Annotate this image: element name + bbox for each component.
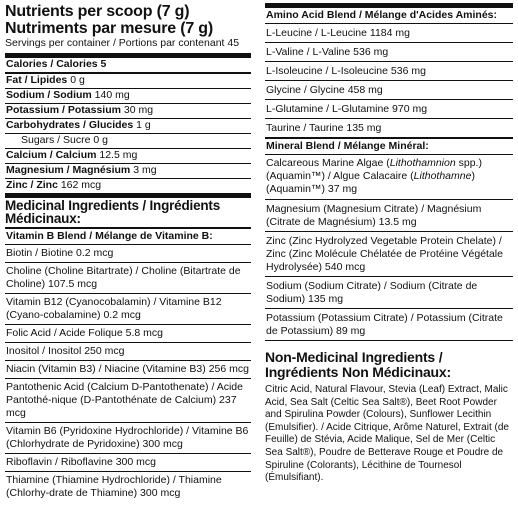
list-item: Taurine / Taurine 135 mg bbox=[266, 121, 382, 134]
sodium-row bbox=[5, 89, 251, 104]
list-item: Sodium (Sodium Citrate) / Sodium (Citrate de Sodium) 135 mg bbox=[265, 277, 513, 309]
calories-row: Calories / Calories 5 bbox=[5, 58, 251, 74]
list-item: Riboflavin / Riboflavine 300 mcg bbox=[5, 454, 251, 472]
title-fr: Nutriments par mesure (7 g) bbox=[5, 20, 213, 37]
calcium-value: 12.5 mg bbox=[99, 149, 138, 161]
list-item: Glycine / Glycine 458 mg bbox=[265, 81, 513, 100]
nutrition-facts-panel bbox=[5, 3, 251, 502]
list-item: L-Valine / L-Valine 536 mg bbox=[265, 43, 513, 62]
list-item: Inositol / Inositol 250 mcg bbox=[5, 343, 251, 361]
ingredients-panel bbox=[265, 3, 513, 485]
non-medicinal-ingredients-title: Non-Medicinal Ingredients / Ingrédients Non Médicinaux: bbox=[265, 349, 451, 380]
mineral-list bbox=[265, 200, 513, 341]
list-item: L-Glutamine / L-Glutamine 970 mg bbox=[265, 100, 513, 119]
list-item: Thiamine (Thiamine Hydrochloride) / Thiamine (Chlorhy-drate de Thiamine) 300 mcg bbox=[6, 474, 222, 499]
sugars-row: Sugars / Sucre 0 g bbox=[5, 134, 251, 149]
list-item: Folic Acid / Acide Folique 5.8 mcg bbox=[5, 325, 251, 343]
zinc-row bbox=[5, 179, 251, 193]
sodium-value: 140 mg bbox=[94, 89, 130, 101]
amino-acid-list bbox=[265, 24, 513, 137]
fat-label: Fat / Lipides bbox=[6, 74, 68, 86]
calcium-label: Calcium / Calcium bbox=[6, 149, 97, 161]
fat-value: 0 g bbox=[70, 74, 85, 86]
list-item: L-Leucine / L-Leucine 1184 mg bbox=[265, 24, 513, 43]
list-item: Potassium (Potassium Citrate) / Potassium (Citrate de Potassium) 89 mg bbox=[265, 309, 513, 341]
list-item: Niacin (Vitamin B3) / Niacine (Vitamine B3) 256 mcg bbox=[5, 361, 251, 379]
fat-row bbox=[5, 74, 251, 89]
potassium-value: 30 mg bbox=[123, 104, 154, 116]
medicinal-ingredients-title: Medicinal Ingredients / Ingrédients Médicinaux: bbox=[5, 198, 221, 226]
magnesium-label: Magnesium / Magnésium bbox=[6, 164, 131, 176]
non-medicinal-ingredients-text: Citric Acid, Natural Flavour, Stevia (Leaf) Extract, Malic Acid, Sea Salt (Celtic Sea Salt®), Beet Root Powder and Spirulina Powder (Colours), Sunflower Lecithin (Emulsifier). / Acide Citrique, Arôme Naturel, Extrait (de Feuille) de Stévia, Acide Malique, Sel de Mer (Celtic Sea Salt®), Poudre de Betterave Rouge et Poudre de Spiruline (Colorants), Lécithine de Tournesol (Émulsifiant). bbox=[265, 384, 509, 484]
carbs-label: Carbohydrates / Glucides bbox=[6, 119, 134, 131]
carbs-value: 1 g bbox=[136, 119, 151, 131]
calcium-row bbox=[5, 149, 251, 164]
list-item: L-Isoleucine / L-Isoleucine 536 mg bbox=[265, 62, 513, 81]
list-item: Calcareous Marine Algae (Lithothamnion spp.) (Aquamin™) / Algue Calacaire (Lithothamne) (Aquamin™) 37 mg bbox=[265, 155, 513, 200]
magnesium-value: 3 mg bbox=[133, 164, 157, 176]
potassium-label: Potassium / Potassium bbox=[6, 104, 121, 116]
list-item: Zinc (Zinc Hydrolyzed Vegetable Protein Chelate) / Zinc (Zinc Molécule Chélatée de Protéine Végétale Hydrolysée) 540 mcg bbox=[265, 232, 513, 277]
list-item: Pantothenic Acid (Calcium D-Pantothenate) / Acide Pantothé-nique (D-Pantothénate de Calcium) 237 mcg bbox=[5, 379, 251, 423]
servings-per-container: Servings per container / Portions par contenant 45 bbox=[5, 37, 240, 49]
carbohydrates-row bbox=[5, 119, 251, 134]
magnesium-row bbox=[5, 164, 251, 179]
mineral-blend-header: Mineral Blend / Mélange Minéral: bbox=[265, 139, 513, 155]
title-en: Nutrients per scoop (7 g) bbox=[5, 3, 190, 20]
potassium-row bbox=[5, 104, 251, 119]
zinc-value: 162 mcg bbox=[60, 179, 102, 191]
list-item: Choline (Choline Bitartrate) / Choline (Bitartrate de Choline) 107.5 mcg bbox=[5, 263, 251, 294]
list-item: Vitamin B6 (Pyridoxine Hydrochloride) / Vitamine B6 (Chlorhydrate de Pyridoxine) 300 mcg bbox=[5, 423, 251, 454]
amino-acid-blend-header: Amino Acid Blend / Mélange d'Acides Aminés: bbox=[265, 8, 513, 24]
list-item: Magnesium (Magnesium Citrate) / Magnésium (Citrate de Magnésium) 13.5 mg bbox=[265, 200, 513, 232]
list-item: Biotin / Biotine 0.2 mcg bbox=[5, 245, 251, 263]
list-item: Vitamin B12 (Cyanocobalamin) / Vitamine B12 (Cyano-cobalamine) 0.2 mcg bbox=[5, 294, 251, 325]
sodium-label: Sodium / Sodium bbox=[6, 89, 92, 101]
vitamin-b-blend-header: Vitamin B Blend / Mélange de Vitamine B: bbox=[5, 229, 251, 245]
zinc-label: Zinc / Zinc bbox=[6, 179, 58, 191]
vitamin-b-list bbox=[5, 245, 251, 502]
